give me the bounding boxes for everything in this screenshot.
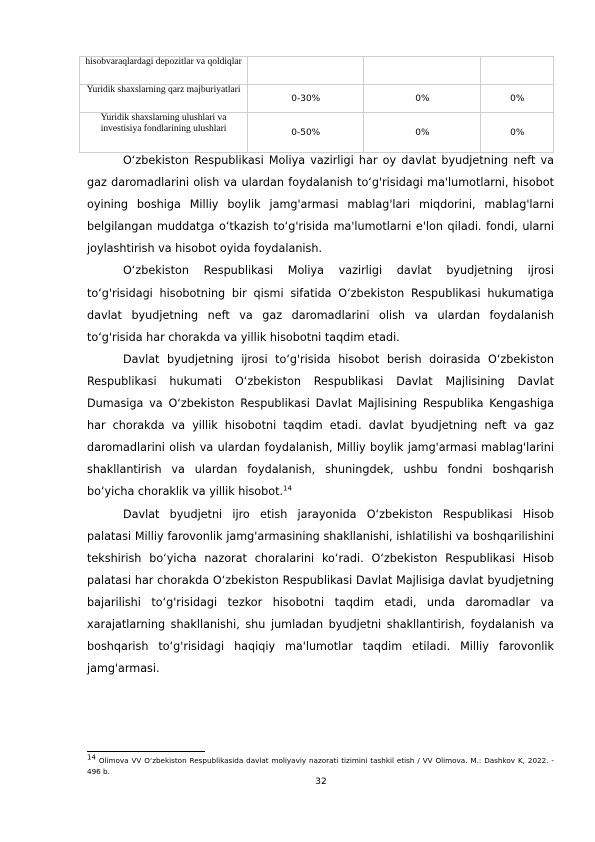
- body-text: [87, 150, 554, 680]
- page-number: 32: [315, 777, 327, 787]
- paragraph: Davlat byudjetni ijro etish jarayonida O‘zbekiston Respublikasi Hisob palatasi Milliy farovonlik jamg'armasining shakllanishi, ishlatilishi va boshqarilishini tekshirish bo‘yicha nazorat choralarini ko‘radi. O‘zbekiston Respublikasi Hisob palatasi har chorakda O‘zbekiston Respublikasi Davlat Majlisiga davlat byudjetning bajarilishi to‘g'risidagi tezkor hisobotni taqdim etadi, unda daromadlar va xarajatlarning shakllanishi, shu jumladan byudjetni shakllantirish, foydalanish va boshqarish to‘g'risidagi haqiqiy ma'lumotlar taqdim etiladi. Milliy farovonlik jamg'armasi.: [87, 507, 554, 676]
- paragraph: O‘zbekiston Respublikasi Moliya vazirligi davlat byudjetning ijrosi to‘g'risidagi hisobotning bir qismi sifatida O‘zbekiston Respublikasi hukumatiga davlat byudjetning neft va gaz daromadlarini olish va ulardan foydalanish to‘g'risida har chorakda va yillik hisobotni taqdim etadi.: [87, 264, 554, 344]
- cell-value: [481, 57, 554, 85]
- paragraph: O‘zbekiston Respublikasi Moliya vazirligi har oy davlat byudjetning neft va gaz daromadlarini olish va ulardan foydalanish to‘g'risidagi ma'lumotlarni, hisobot oyining boshiga Milliy boylik jamg'armasi mablag'lari miqdorini, mablag'larni belgilangan muddatga o‘tkazish to‘g'risida ma'lumotlarni e'lon qiladi. fondi, ularni joylashtirish va hisobot oyida foydalanish.: [87, 154, 554, 256]
- cell-value: 0%: [481, 85, 554, 113]
- cell-value: 0-50%: [248, 113, 364, 153]
- cell-value: [364, 57, 481, 85]
- cell-value: 0%: [364, 85, 481, 113]
- paragraph: [87, 349, 554, 504]
- cell-value: 0%: [481, 113, 554, 153]
- footnote-number: 14: [87, 753, 96, 762]
- cell-value: 0%: [364, 113, 481, 153]
- table-row: [80, 113, 554, 153]
- paragraph-text: Davlat byudjetning ijrosi to‘g'risida hisobot berish doirasida O‘zbekiston Respublikasi hukumati O‘zbekiston Respublikasi Davlat Majlisining Davlat Dumasiga va O‘zbekiston Respublikasi Davlat Majlisining Respublika Kengashiga har chorakda va yillik hisobotni taqdim etadi. davlat byudjetning neft va gaz daromadlarini olish va ulardan foydalanish, Milliy boylik jamg'armasi mablag'larini shakllantirish va ulardan foydalanish, shuningdek, ushbu fondni boshqarish bo‘yicha choraklik va yillik hisobot.: [87, 352, 554, 499]
- footnote-reference[interactable]: 14: [283, 484, 292, 493]
- row-label: hisobvaraqlardagi depozitlar va qoldiqlar: [80, 57, 248, 85]
- footnote-divider: [87, 751, 205, 752]
- table-row: [80, 57, 554, 85]
- investment-limits-table: [79, 56, 554, 153]
- table-row: [80, 85, 554, 113]
- footnote-text: Olimova VV O‘zbekiston Respublikasida davlat moliyaviy nazorati tizimini tashkil etish / VV Olimova. M.: Dashkov K, 2022. - 496 b.: [87, 756, 554, 776]
- footnote: [87, 755, 554, 777]
- row-label: Yuridik shaxslarning qarz majburiyatlari: [80, 85, 248, 113]
- row-label: Yuridik shaxslarning ulushlari va investisiya fondlarining ulushlari: [80, 113, 248, 153]
- cell-value: [248, 57, 364, 85]
- cell-value: 0-30%: [248, 85, 364, 113]
